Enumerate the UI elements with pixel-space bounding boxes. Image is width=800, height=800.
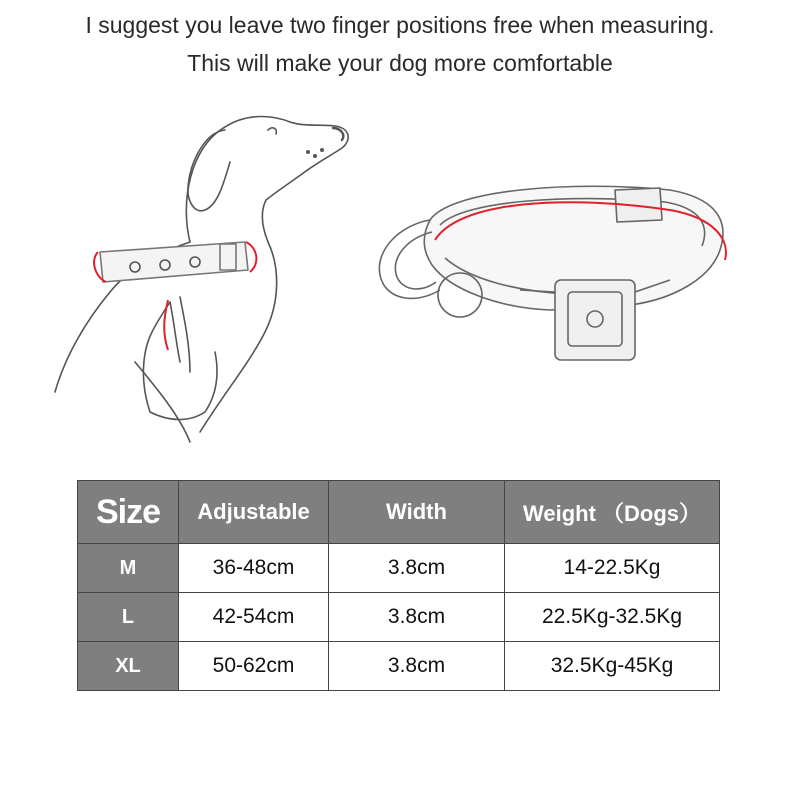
table-row (78, 544, 720, 593)
size-cell: XL (78, 642, 179, 691)
header-adjustable: Adjustable (179, 481, 329, 544)
adjustable-cell: 36-48cm (179, 544, 329, 593)
instruction-line-2: This will make your dog more comfortable (187, 50, 613, 76)
table-header-row (78, 481, 720, 544)
width-cell: 3.8cm (329, 593, 505, 642)
adjustable-cell: 50-62cm (179, 642, 329, 691)
weight-cell: 14-22.5Kg (505, 544, 720, 593)
width-cell: 3.8cm (329, 642, 505, 691)
weight-cell: 32.5Kg-45Kg (505, 642, 720, 691)
instruction-line-1: I suggest you leave two finger positions free when measuring. (85, 12, 715, 38)
dog-ear-outline (188, 130, 230, 211)
dog-head-outline (186, 117, 348, 242)
size-cell: M (78, 544, 179, 593)
dog-eye (268, 128, 276, 134)
dog-measuring-illustration (40, 92, 370, 452)
dog-collar (100, 242, 248, 282)
width-cell: 3.8cm (329, 544, 505, 593)
size-chart-table (77, 480, 720, 691)
dog-nose (333, 128, 343, 140)
collar-illustration (370, 180, 740, 380)
table-row (78, 593, 720, 642)
header-width: Width (329, 481, 505, 544)
adjustable-cell: 42-54cm (179, 593, 329, 642)
size-cell: L (78, 593, 179, 642)
header-weight: Weight （Dogs） (505, 481, 720, 544)
measuring-hand (143, 297, 217, 420)
table-row (78, 642, 720, 691)
header-size: Size (78, 481, 179, 544)
weight-cell: 22.5Kg-32.5Kg (505, 593, 720, 642)
